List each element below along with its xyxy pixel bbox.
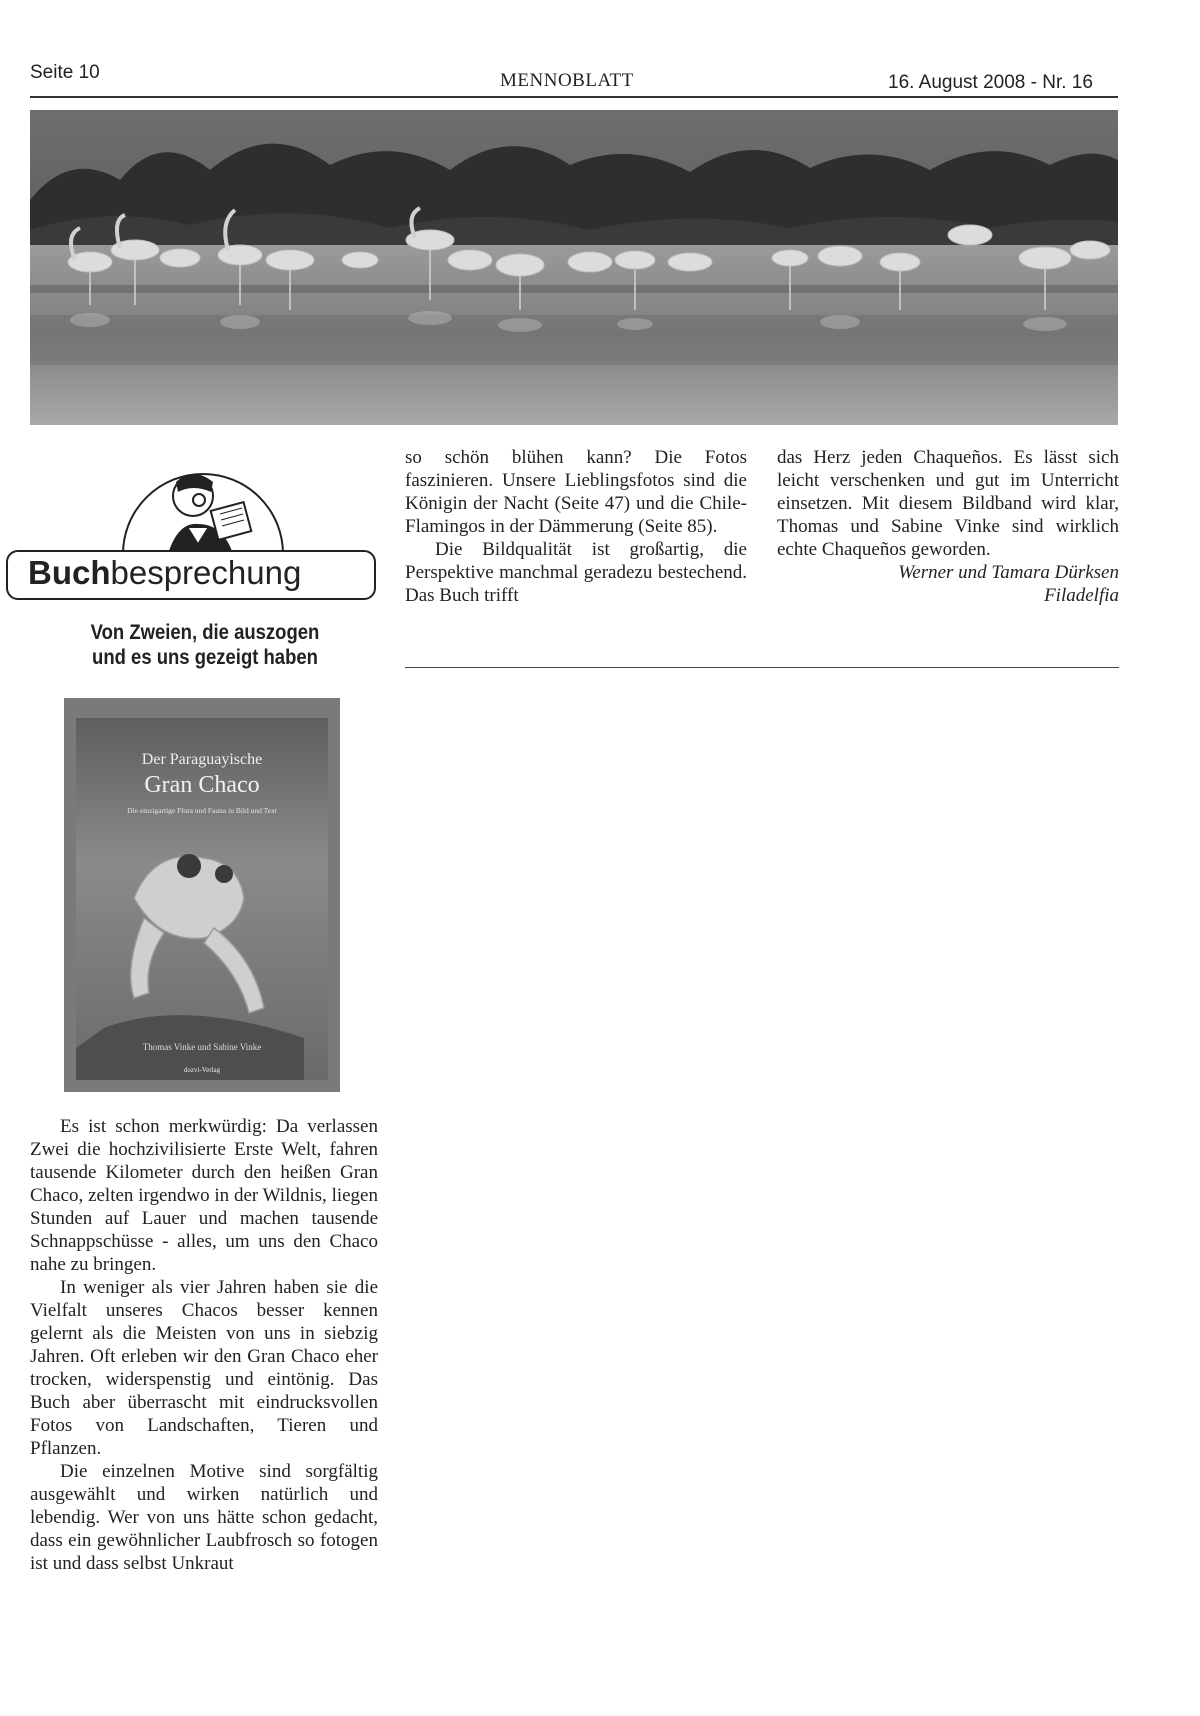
cover-subtitle: Die einzigartige Flora und Fauna in Bild und Text bbox=[127, 806, 277, 815]
cover-title-line-1: Der Paraguayische bbox=[141, 751, 263, 768]
headline-line-1: Von Zweien, die auszogen bbox=[90, 621, 320, 644]
article-end-rule bbox=[405, 667, 1119, 668]
paragraph: Die Bildqualität ist großartig, die Perspektive manchmal geradezu bestechend. Das Buch trifft bbox=[405, 539, 747, 606]
page-number: Seite 10 bbox=[30, 62, 100, 83]
article-column-2 bbox=[405, 446, 747, 607]
paragraph: In weniger als vier Jahren haben sie die Vielfalt unseres Chacos besser kennen gelernt als die Meisten von uns in siebzig Jahren. Oft erleben wir den Gran Chaco eher trocken, widerspenstig und eintönig. Das Buch aber überrascht mit eindrucksvollen Fotos von Landschaften, Tieren und Pflanzen. bbox=[30, 1277, 378, 1459]
paragraph: Die einzelnen Motive sind sorgfältig ausgewählt und wirken natürlich und lebendig. Wer von uns hätte schon gedacht, dass ein gewöhnlicher Laubfrosch so fotogen ist und dass selbst Unkraut bbox=[30, 1461, 378, 1574]
paragraph: das Herz jeden Chaqueños. Es lässt sich leicht verschenken und gut im Unterricht einsetzen. Mit diesem Bildband wird klar, Thomas und Sabine Vinke sind wirklich echte Chaqueños geworden. bbox=[777, 447, 1119, 560]
book-review-logo-text bbox=[28, 550, 368, 596]
issue-date: 16. August 2008 - Nr. 16 bbox=[888, 72, 1093, 93]
article-column-1 bbox=[30, 1115, 378, 1575]
book-cover-image bbox=[64, 698, 340, 1092]
flamingo-photo bbox=[30, 110, 1118, 425]
headline-line-2: und es uns gezeigt haben bbox=[92, 646, 318, 669]
paragraph: so schön blühen kann? Die Fotos faszinieren. Unsere Lieblingsfotos sind die Königin der Nacht (Seite 47) und die Chile-Flamingos in der Dämmerung (Seite 85). bbox=[405, 447, 747, 537]
header-rule bbox=[30, 96, 1118, 98]
cover-title-line-2: Gran Chaco bbox=[144, 772, 260, 798]
paragraph: Es ist schon merkwürdig: Da verlassen Zwei die hochzivilisierte Erste Welt, fahren tausende Kilometer durch den heißen Gran Chaco, zelten irgendwo in der Wildnis, liegen Stunden auf Lauer und machen tausende Schnappschüsse - alles, um uns den Chaco nahe zu bringen. bbox=[30, 1116, 378, 1275]
publication-title: MENNOBLATT bbox=[500, 70, 634, 91]
cover-authors: Thomas Vinke und Sabine Vinke bbox=[142, 1042, 262, 1052]
signature-place: Filadelfia bbox=[1044, 585, 1119, 606]
article-column-3 bbox=[777, 446, 1119, 607]
signature-names: Werner und Tamara Dürksen bbox=[898, 562, 1119, 583]
logo-light-word: besprechung bbox=[110, 554, 302, 591]
article-headline bbox=[51, 620, 359, 670]
logo-bold-word: Buch bbox=[28, 554, 111, 591]
cover-publisher: dozvi-Verlag bbox=[183, 1066, 221, 1074]
